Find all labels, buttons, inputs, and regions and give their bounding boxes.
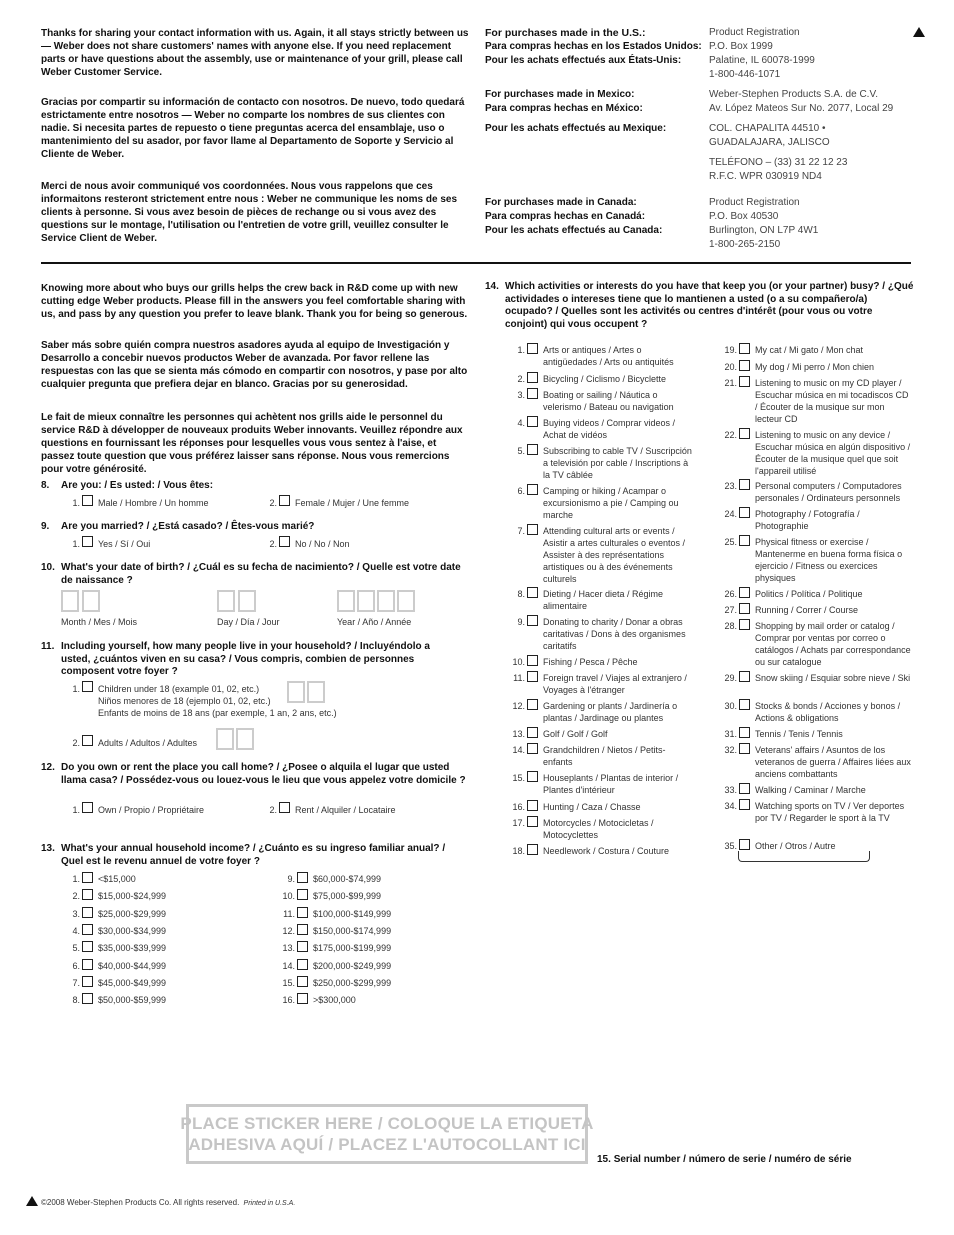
- q8-option-2: 2. Female / Mujer / Une femme: [269, 498, 410, 508]
- q9-yes-checkbox[interactable]: [82, 536, 93, 547]
- q9-option-1: 1. Yes / Sí / Oui: [72, 539, 151, 549]
- q8-male-checkbox[interactable]: [82, 495, 93, 506]
- q14-activity-option: 24. Photography / Fotografía / Photographie: [724, 509, 860, 531]
- q13-income-option: 13. $175,000-$199,999: [282, 943, 392, 954]
- q14-activity-option: 4. Buying videos / Comprar videos / Achat de vidéos: [517, 418, 676, 440]
- sticker-text-line-1: PLACE STICKER HERE / COLOQUE LA ETIQUETA: [180, 1114, 594, 1133]
- q13-income-option: 1. <$15,000: [72, 874, 136, 884]
- q14-activity-checkbox[interactable]: [527, 388, 538, 399]
- q13-income-option: 11. $100,000-$149,999: [283, 908, 392, 919]
- children-digit-2[interactable]: [307, 681, 325, 703]
- q11-option-1: 1. Children under 18 (example 01, 02, etc.) Niños menores de 18 (ejemplo 01, 02, etc.) Enfants de moins de 18 ans (par exemple, 1 an, 2 ans, etc.): [72, 684, 337, 718]
- q14-activity-checkbox[interactable]: [527, 416, 538, 427]
- q14-activity-checkbox[interactable]: [527, 771, 538, 782]
- q8-female-checkbox[interactable]: [279, 495, 290, 506]
- q14-activity-checkbox[interactable]: [527, 372, 538, 383]
- year-label: Year / Año / Année: [337, 617, 412, 627]
- q13-income-option: 3. $25,000-$29,999: [72, 908, 167, 919]
- triangle-marker-icon: [26, 1196, 38, 1206]
- month-digit-2[interactable]: [82, 590, 100, 612]
- q14-activity-checkbox[interactable]: [527, 743, 538, 754]
- q14-activity-option: 25. Physical fitness or exercise / Mantenerme en buena forma física o ejercicio / Fitness ou exercices physiques: [724, 537, 903, 583]
- q14-activity-checkbox[interactable]: [527, 615, 538, 626]
- copyright-text: ©2008 Weber-Stephen Products Co. All rights reserved.: [41, 1198, 240, 1207]
- q14-activity-option: 34. Watching sports on TV / Ver deportes por TV / Regarder le sport à la TV: [724, 801, 905, 823]
- footer: [41, 1198, 295, 1207]
- canada-purchase-labels: For purchases made in Canada: Para compras hechas en Canadá: Pour les achats effectués au Canada:: [485, 197, 663, 236]
- q14-activity-option: 14. Grandchildren / Nietos / Petits-enfants: [512, 745, 666, 767]
- q14-activity-option: 16. Hunting / Caza / Chasse: [512, 802, 641, 812]
- q11-adults-checkbox[interactable]: [82, 735, 93, 746]
- q14-activity-checkbox[interactable]: [739, 839, 750, 850]
- q14-activity-checkbox[interactable]: [739, 783, 750, 794]
- q14-activity-option: 3. Boating or sailing / Náutica o velerismo / Bateau ou navigation: [517, 390, 674, 412]
- us-address: Product Registration P.O. Box 1999 Palatine, IL 60078-1999 1-800-446-1071: [709, 27, 815, 80]
- q14-activity-option: 35. Other / Otros / Autre: [724, 841, 836, 851]
- mexico-purchase-labels: For purchases made in Mexico: Para compras hechas en México:: [485, 89, 643, 114]
- printed-in-text: Printed in U.S.A.: [243, 1200, 296, 1207]
- q13-income-checkbox[interactable]: [82, 924, 93, 935]
- q14-activity-option: 9. Donating to charity / Donar a obras caritativas / Dons à des organismes caritatifs: [517, 617, 686, 651]
- q13-income-option: 6. $40,000-$44,999: [72, 960, 167, 971]
- q14-activity-option: 26. Politics / Política / Politique: [724, 589, 863, 599]
- day-digit-2[interactable]: [238, 590, 256, 612]
- intro-english: Thanks for sharing your contact information with us. Again, it all stays strictly between us — Weber does not share customers' names with anyone else. If you need replacement parts or have questions about the assembly, use or maintenance of your grill, please call Weber Customer Service.: [41, 28, 469, 78]
- q14-activity-option: 18. Needlework / Costura / Couture: [512, 846, 670, 856]
- q14-activity-checkbox[interactable]: [527, 444, 538, 455]
- q14-activity-option: 33. Walking / Caminar / Marche: [724, 785, 866, 795]
- q14-activity-option: 6. Camping or hiking / Acampar o excursionismo a pie / Camping ou marche: [517, 486, 679, 520]
- adults-digit-2[interactable]: [236, 728, 254, 750]
- q14-activity-checkbox[interactable]: [739, 603, 750, 614]
- q13-income-checkbox[interactable]: [297, 889, 308, 900]
- q13-income-option: 5. $35,000-$39,999: [72, 943, 167, 954]
- mexico-purchase-label-fr: Pour les achats effectués au Mexique:: [485, 123, 667, 134]
- q14-activity-checkbox[interactable]: [527, 800, 538, 811]
- other-write-in-field[interactable]: [738, 851, 870, 862]
- q13-income-option: 10. $75,000-$99,999: [282, 891, 382, 902]
- q14-activity-option: 19. My cat / Mi gato / Mon chat: [724, 345, 864, 355]
- q13-income-checkbox[interactable]: [297, 941, 308, 952]
- q14-activity-checkbox[interactable]: [739, 743, 750, 754]
- q14-activity-checkbox[interactable]: [527, 587, 538, 598]
- q13-income-checkbox[interactable]: [82, 976, 93, 987]
- q14-activity-checkbox[interactable]: [739, 727, 750, 738]
- q13-income-checkbox[interactable]: [297, 976, 308, 987]
- q14-activity-checkbox[interactable]: [739, 479, 750, 490]
- sticker-placement-box: [180, 1104, 594, 1164]
- q9-no-checkbox[interactable]: [279, 536, 290, 547]
- q9-option-2: 2. No / No / Non: [269, 539, 350, 549]
- q13-income-checkbox[interactable]: [82, 993, 93, 1004]
- section-divider: [41, 262, 911, 264]
- q14-activity-option: 13. Golf / Golf / Golf: [512, 729, 608, 739]
- q14-activity-checkbox[interactable]: [739, 507, 750, 518]
- q14-activity-option: 23. Personal computers / Computadores personales / Ordinateurs personnels: [724, 481, 902, 503]
- question-15: 15. Serial number / número de serie / numéro de série: [597, 1154, 852, 1165]
- q14-activity-option: 28. Shopping by mail order or catalog / Comprar por ventas por correo o catálogos / Achats par correspondance ou sur catalogue: [724, 621, 911, 667]
- q13-income-checkbox[interactable]: [297, 907, 308, 918]
- q14-activity-option: 20. My dog / Mi perro / Mon chien: [724, 362, 875, 372]
- us-purchase-labels: For purchases made in the U.S.: Para compras hechas en los Estados Unidos: Pour les achats effectués aux États-Unis:: [485, 27, 702, 66]
- q11-option-2: 2. Adults / Adultos / Adultes: [72, 738, 198, 748]
- q14-activity-checkbox[interactable]: [739, 799, 750, 810]
- q14-activity-checkbox[interactable]: [739, 535, 750, 546]
- q13-income-option: 9. $60,000-$74,999: [287, 874, 382, 884]
- q14-activity-checkbox[interactable]: [527, 844, 538, 855]
- q13-income-option: 14. $200,000-$249,999: [282, 960, 392, 971]
- q14-activity-checkbox[interactable]: [527, 524, 538, 535]
- q13-income-checkbox[interactable]: [297, 993, 308, 1004]
- month-label: Month / Mes / Mois: [61, 617, 138, 627]
- day-digit-1[interactable]: [217, 590, 235, 612]
- q14-activity-checkbox[interactable]: [527, 816, 538, 827]
- q13-income-checkbox[interactable]: [297, 959, 308, 970]
- q14-activity-option: 1. Arts or antiques / Artes o antigüedades / Arts ou antiquités: [517, 345, 674, 367]
- q14-activity-option: 12. Gardening or plants / Jardinería o plantas / Jardinage ou plantes: [512, 701, 678, 723]
- q13-income-option: 15. $250,000-$299,999: [282, 977, 392, 988]
- q13-income-option: 16. >$300,000: [282, 995, 356, 1006]
- q13-income-checkbox[interactable]: [82, 959, 93, 970]
- q14-activity-checkbox[interactable]: [527, 727, 538, 738]
- q14-activity-option: 29. Snow skiing / Esquiar sobre nieve / Ski: [724, 673, 911, 683]
- q14-activity-checkbox[interactable]: [527, 484, 538, 495]
- q14-activity-option: 15. Houseplants / Plantas de interior / Plantes d'intérieur: [512, 773, 679, 795]
- q14-activity-option: 31. Tennis / Tenis / Tennis: [724, 729, 843, 739]
- q11-children-checkbox[interactable]: [82, 681, 93, 692]
- q14-activity-option: 21. Listening to music on my CD player / Escuchar música en mi tocadiscos CD / Écouter de la musique sur mon lecteur CD: [724, 378, 909, 424]
- q14-activity-option: 10. Fishing / Pesca / Pêche: [512, 657, 638, 667]
- canada-address: Product Registration P.O. Box 40530 Burlington, ON L7P 4W1 1-800-265-2150: [709, 197, 819, 250]
- q14-activity-option: 27. Running / Correr / Course: [724, 605, 859, 615]
- q14-activity-checkbox[interactable]: [739, 619, 750, 630]
- q13-income-option: 12. $150,000-$174,999: [282, 925, 392, 936]
- q12-own-checkbox[interactable]: [82, 802, 93, 813]
- q14-activity-option: 8. Dieting / Hacer dieta / Régime alimentaire: [517, 589, 664, 611]
- q14-activity-option: 22. Listening to music on any device / Escuchar música en algún dispositivo / Écouter de la musique quel que soit l'appareil utilisé: [724, 430, 911, 476]
- day-label: Day / Día / Jour: [217, 617, 280, 627]
- survey-intro-english: Knowing more about who buys our grills helps the crew back in R&D come up with new cutting edge Weber products. Please fill in the answers you feel comfortable sharing with us, and pass by any question you prefer to leave blank. Thank you for being so generous.: [41, 283, 468, 320]
- intro-french: Merci de nous avoir communiqué vos coordonnées. Nous vous rappelons que ces informaitons resteront strictement entre nous : Weber ne communique les noms de ses clients à personne. Si vous avez besoin de pièces de rechange ou si vous avez des questions sur le montage, l'utilisation ou l'entretien de votre grill, veuillez consulter le Service Client de Weber.: [41, 181, 458, 244]
- q14-activity-option: 32. Veterans' affairs / Asuntos de los veteranos de guerra / Affaires liées aux anciens combattants: [724, 745, 911, 779]
- q14-activity-option: 7. Attending cultural arts or events / Asistir a artes culturales o eventos / Assister à des représentations artistiques ou à des événements culturels: [517, 526, 686, 584]
- q12-option-2: 2. Rent / Alquiler / Locataire: [269, 805, 396, 815]
- sticker-text-line-2: ADHESIVA AQUÍ / PLACEZ L'AUTOCOLLANT ICI: [188, 1135, 586, 1154]
- q14-activity-option: 5. Subscribing to cable TV / Suscripción a televisión por cable / Inscriptions à la TV câblée: [517, 446, 692, 480]
- q14-activity-checkbox[interactable]: [527, 671, 538, 682]
- q8-option-1: 1. Male / Hombre / Un homme: [72, 498, 209, 508]
- q14-activity-option: 30. Stocks & bonds / Acciones y bonos / Actions & obligations: [724, 701, 901, 723]
- q13-income-option: 2. $15,000-$24,999: [72, 891, 167, 902]
- q12-rent-checkbox[interactable]: [279, 802, 290, 813]
- year-digit-4[interactable]: [397, 590, 415, 612]
- q14-activity-checkbox[interactable]: [527, 343, 538, 354]
- q14-activity-checkbox[interactable]: [527, 655, 538, 666]
- q13-income-checkbox[interactable]: [297, 872, 308, 883]
- survey-intro-spanish: Saber más sobre quién compra nuestros asadores ayuda al equipo de Investigación y Desarrollo a concebir nuevos productos Weber de avanzada. Por favor rellene las respuestas con las que se sienta más cómodo en compartir con nosotros, y pase por alto cualquier pregunta que prefiera dejar en blanco. Gracias por su generosidad.: [41, 340, 468, 390]
- mexico-address: Weber-Stephen Products S.A. de C.V. Av. López Mateos Sur No. 2077, Local 29 COL. CHAPALITA 44510 • GUADALAJARA, JALISCO TELÉFONO – (33) 31 22 12 23 R.F.C. WPR 030919 ND4: [709, 89, 894, 182]
- q14-activity-option: 11. Foreign travel / Viajes al extranjero / Voyages à l'étranger: [513, 673, 687, 695]
- q14-activity-checkbox[interactable]: [739, 671, 750, 682]
- q13-income-checkbox[interactable]: [82, 941, 93, 952]
- q14-activity-option: 17. Motorcycles / Motocicletas / Motocyclettes: [512, 818, 654, 840]
- q14-activity-checkbox[interactable]: [527, 699, 538, 710]
- q13-income-option: 4. $30,000-$34,999: [72, 925, 167, 936]
- q14-activity-checkbox[interactable]: [739, 376, 750, 387]
- survey-intro-french: Le fait de mieux connaître les personnes qui achètent nos grills aide le personnel du service R&D à développer de nouveaux produits Weber innovants. Veuillez répondre aux questions en fournissant les réponses pour lesquelles vous vous sentez à l'aise, et passez toute question que vous préférez laisser sans réponse. Nous vous remercions pour votre générosité.: [41, 412, 463, 475]
- q12-option-1: 1. Own / Propio / Propriétaire: [72, 805, 205, 815]
- q13-income-option: 8. $50,000-$59,999: [72, 995, 167, 1006]
- q14-activity-checkbox[interactable]: [739, 428, 750, 439]
- year-digit-3[interactable]: [377, 590, 395, 612]
- adults-digit-1[interactable]: [216, 728, 234, 750]
- q14-activity-checkbox[interactable]: [739, 699, 750, 710]
- year-digit-1[interactable]: [337, 590, 355, 612]
- q14-activity-checkbox[interactable]: [739, 587, 750, 598]
- year-digit-2[interactable]: [357, 590, 375, 612]
- intro-spanish: Gracias por compartir su información de contacto con nosotros. De nuevo, todo quedará estrictamente entre nosotros — Weber no comparte los nombres de sus clientes con nadie. Si necesita partes de repuesto o tiene preguntas acerca del ensamblaje, uso o mantenimiento del su asador, por favor llame al Departamento de Soporte y Servicio al Cliente de Weber.: [41, 97, 465, 160]
- q14-activity-option: 2. Bicycling / Ciclismo / Bicyclette: [517, 374, 667, 384]
- q13-income-option: 7. $45,000-$49,999: [72, 977, 167, 988]
- q13-income-checkbox[interactable]: [82, 907, 93, 918]
- q13-income-checkbox[interactable]: [297, 924, 308, 935]
- q13-income-checkbox[interactable]: [82, 889, 93, 900]
- q13-income-checkbox[interactable]: [82, 872, 93, 883]
- month-digit-1[interactable]: [61, 590, 79, 612]
- q14-activity-checkbox[interactable]: [739, 343, 750, 354]
- children-digit-1[interactable]: [287, 681, 305, 703]
- q14-activity-checkbox[interactable]: [739, 360, 750, 371]
